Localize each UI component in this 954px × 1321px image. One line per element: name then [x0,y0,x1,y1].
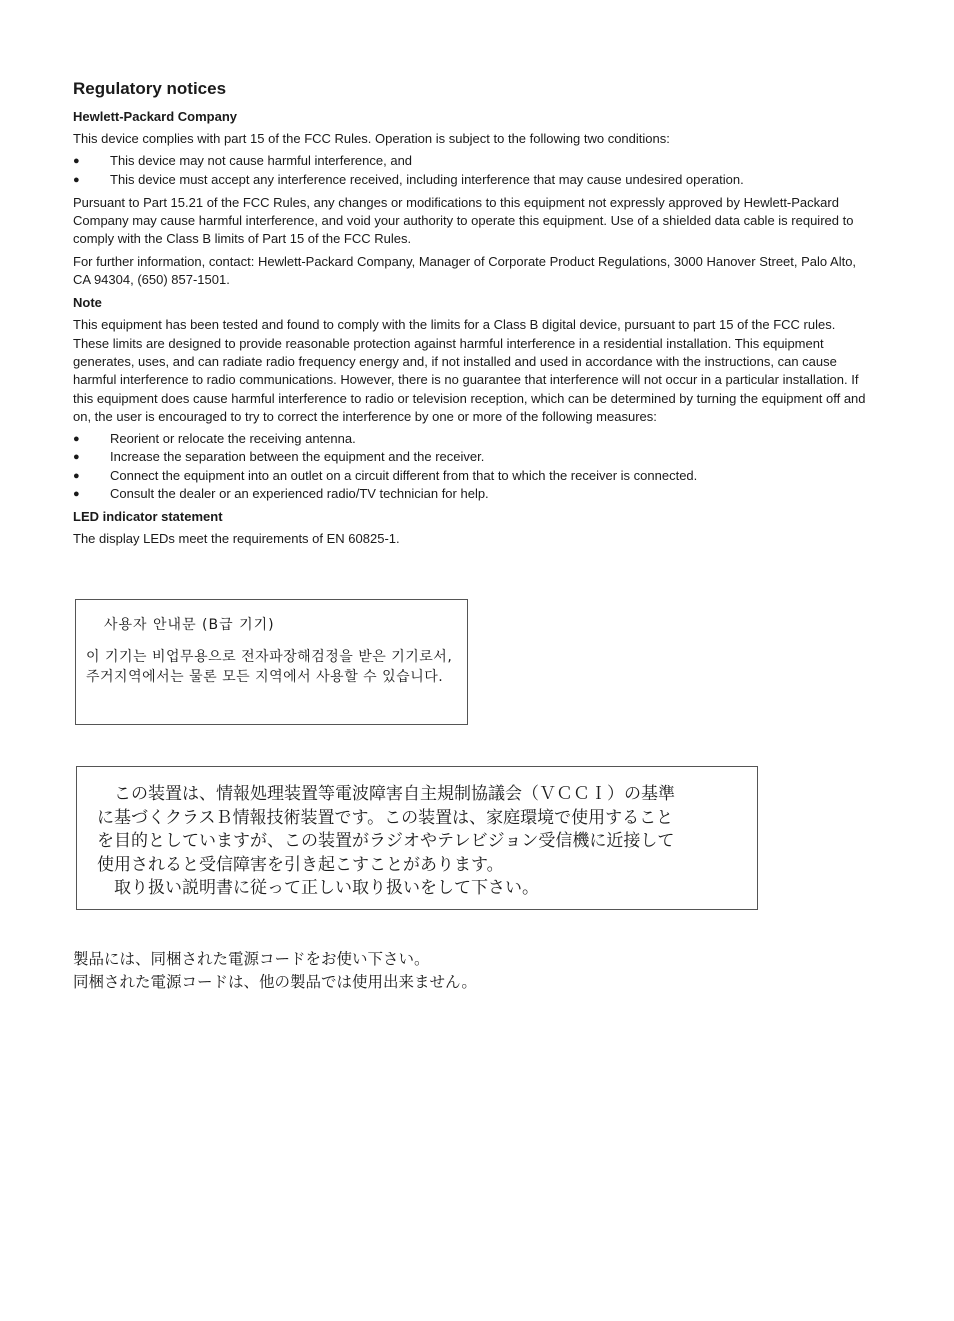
page-title: Regulatory notices [73,79,227,98]
power-cord-line: 製品には、同梱された電源コードをお使い下さい。 [73,950,430,968]
measures-list [73,430,873,503]
bullet-icon: ● [73,433,80,446]
conditions-list [73,152,873,189]
contact-paragraph: For further information, contact: Hewlett-Packard Company, Manager of Corporate Product Regulations, 3000 Hanover Street, Palo Alto, CA 94304, (650) 857-1501. [73,253,857,288]
vcci-line: を目的としていますが、この装置がラジオやテレビジョン受信機に近接して [97,831,675,851]
vcci-notice-body [97,783,747,901]
power-cord-line: 同梱された電源コードは、他の製品では使用出来ません。 [73,973,477,991]
korean-notice-box [75,599,468,725]
regulatory-content [73,78,873,553]
list-item: ● Increase the separation between the equipment and the receiver. [73,448,873,466]
note-paragraph: This equipment has been tested and found to comply with the limits for a Class B digital device, pursuant to part 15 of the FCC rules. These limits are designed to provide reasonable protection against harmful interference in a residential installation. This equipment generates, uses, and can radiate radio frequency energy and, if not installed and used in accordance with the instructions, can cause harmful interference to radio communications. However, there is no guarantee that interference will not occur in a particular installation. If this equipment does cause harmful interference to radio or television reception, which can be determined by turning the equipment off and on, the user is encouraged to try to correct the interference by one or more of the following measures: [73,317,866,424]
list-item: ● This device must accept any interference received, including interference that may cause undesired operation. [73,171,873,189]
bullet-icon: ● [73,155,80,168]
vcci-line: に基づくクラスＢ情報技術装置です。この装置は、家庭環境で使用すること [97,807,674,828]
list-item: ● Consult the dealer or an experienced radio/TV technician for help. [73,485,873,503]
pursuant-paragraph: Pursuant to Part 15.21 of the FCC Rules, any changes or modifications to this equipment not expressly approved by Hewlett-Packard Company may cause harmful interference, and void your authority to operate this equipment. Use of a shielded data cable is required to comply with the Class B limits of Part 15 of the FCC Rules. [73,194,854,247]
vcci-line: 使用されると受信障害を引き起こすことがあります。 [97,854,504,875]
bullet-icon: ● [73,451,80,464]
vcci-notice-box [76,766,758,910]
note-heading: Note [73,295,102,311]
vcci-line: この装置は、情報処理装置等電波障害自主規制協議会（ＶＣＣＩ）の基準 [97,784,675,804]
led-paragraph: The display LEDs meet the requirements of EN 60825-1. [73,531,400,547]
bullet-icon: ● [73,488,80,501]
bullet-icon: ● [73,469,80,482]
power-cord-notice [73,948,477,994]
hp-heading: Hewlett-Packard Company [73,109,237,124]
korean-notice-title: 사용자 안내문 (B급 기기) [104,617,275,633]
hp-intro: This device complies with part 15 of the FCC Rules. Operation is subject to the following two conditions: [73,131,670,146]
korean-notice-body: 이 기기는 비업무용으로 전자파장해검정을 받은 기기로서, 주거지역에서는 물론 모든 지역에서 사용할 수 있습니다. [86,649,453,685]
vcci-line: 取り扱い説明書に従って正しい取り扱いをして下さい。 [97,878,539,898]
list-item: ● Reorient or relocate the receiving antenna. [73,430,873,448]
bullet-icon: ● [73,173,80,186]
list-item: ● This device may not cause harmful interference, and [73,152,873,170]
list-item: ● Connect the equipment into an outlet on a circuit different from that to which the receiver is connected. [73,467,873,485]
led-heading: LED indicator statement [73,509,223,525]
